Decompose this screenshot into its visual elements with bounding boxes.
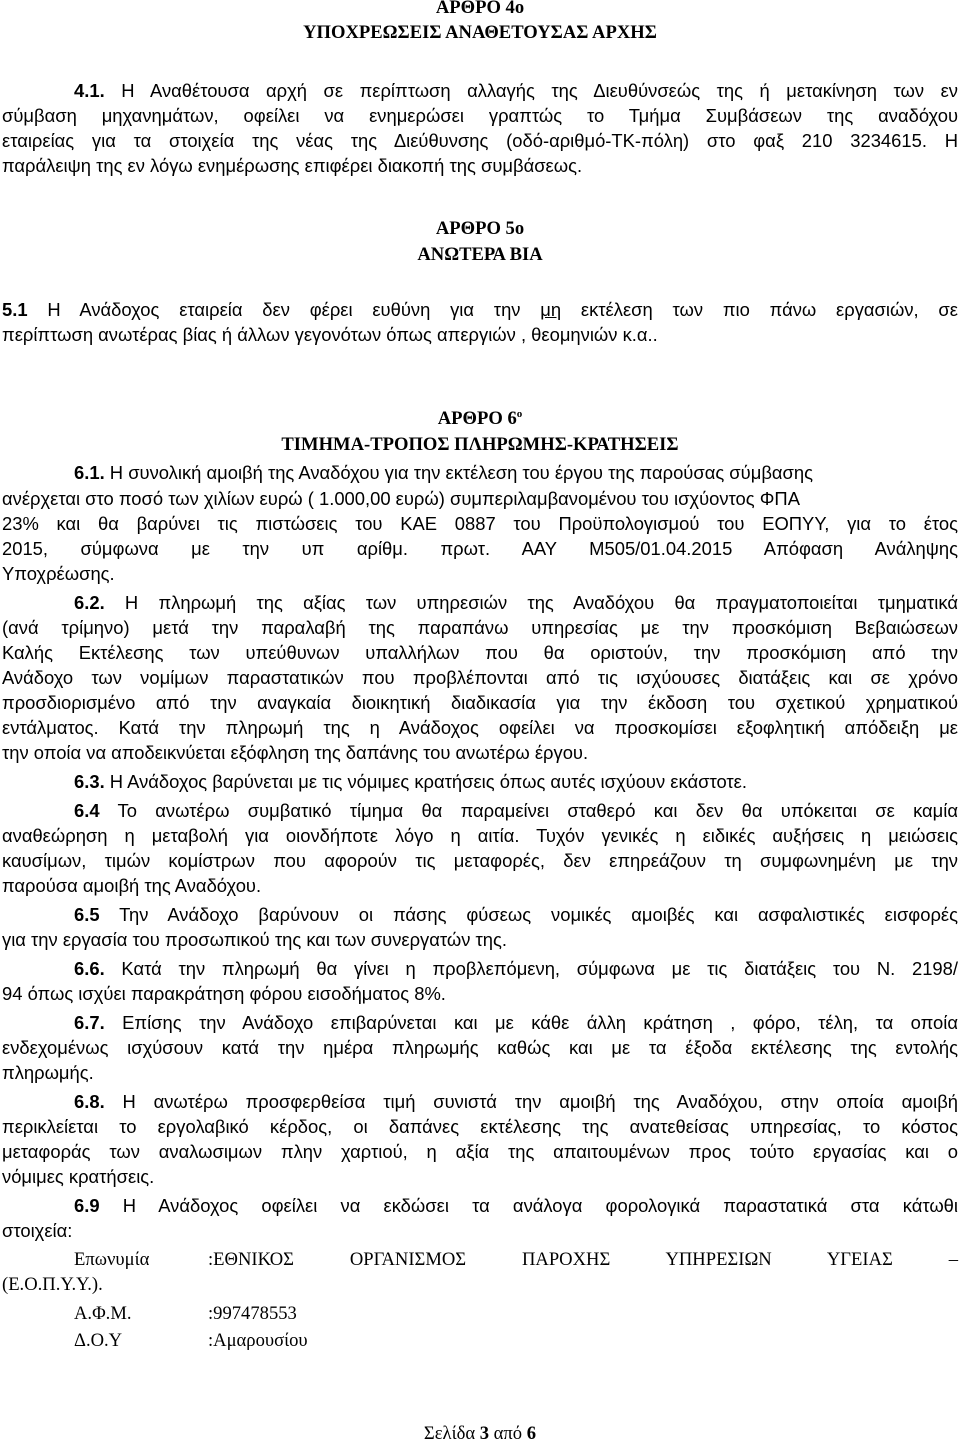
page-footer: Σελίδα 3 από 6	[423, 1423, 537, 1444]
paragraph-6-6-line-1: 6.6. Κατά την πληρωμή θα γίνει η προβλεπόμενη, σύμφωνα με τις διατάξεις του Ν. 2198/	[74, 958, 958, 979]
paragraph-4-1-line-1: 4.1. Η Αναθέτουσα αρχή σε περίπτωση αλλαγής της Διευθύνσεώς της ή μετακίνηση των εν	[74, 80, 958, 101]
article-6-title: ΑΡΘΡΟ $6^o$	[437, 407, 523, 429]
invoice-name-continuation: (Ε.Ο.Π.Υ.Υ.).	[2, 1274, 103, 1295]
clause-number: 6.4	[74, 800, 100, 821]
clause-number: 6.6.	[74, 958, 105, 979]
underlined-word: μη	[540, 299, 562, 320]
paragraph-6-1-line-1: 6.1. Η συνολική αμοιβή της Αναδόχου για την εκτέλεση του έργου της παρούσας σύμβασης	[74, 462, 813, 483]
paragraph-6-8-line-4: νόμιμες κρατήσεις.	[2, 1166, 155, 1187]
paragraph-6-4-line-3: καυσίμων, τιμών κομίστρων που αφορούν τις μεταφορές, δεν επηρεάζουν τη συμφωνημένη με την	[2, 850, 958, 871]
paragraph-6-7-line-1: 6.7. Επίσης την Ανάδοχο επιβαρύνεται και με κάθε άλλη κράτηση , φόρο, τέλη, τα οποία	[74, 1012, 958, 1033]
invoice-name-value: :ΕΘΝΙΚΟΣ ΟΡΓΑΝΙΣΜΟΣ ΠΑΡΟΧΗΣ ΥΠΗΡΕΣΙΩΝ ΥΓΕΙΑΣ –	[208, 1249, 958, 1270]
clause-number: 6.2.	[74, 592, 105, 613]
paragraph-6-6-line-2: 94 όπως ισχύει παρακράτηση φόρου εισοδήματος 8%.	[2, 983, 446, 1004]
article-6-subtitle: ΤΙΜΗΜΑ-ΤΡΟΠΟΣ ΠΛΗΡΩΜΗΣ-ΚΡΑΤΗΣΕΙΣ	[281, 434, 679, 455]
clause-number: 6.1.	[74, 462, 105, 483]
paragraph-6-7-line-3: πληρωμής.	[2, 1062, 94, 1083]
current-page-number: 3	[479, 1423, 490, 1444]
article-5-title: ΑΡΘΡΟ 5ο	[435, 218, 525, 239]
paragraph-6-5-line-2: για την εργασία του προσωπικού της και των συνεργατών της.	[2, 929, 508, 950]
invoice-doy-row	[74, 1329, 958, 1353]
invoice-name-row	[74, 1248, 958, 1272]
invoice-afm-label: Α.Φ.Μ.	[74, 1303, 132, 1324]
paragraph-6-8-line-1: 6.8. Η ανωτέρω προσφερθείσα τιμή συνιστά την αμοιβή της Αναδόχου, στην οποία αμοιβή	[74, 1091, 958, 1112]
paragraph-6-4-line-4: παρούσα αμοιβή της Αναδόχου.	[2, 875, 262, 896]
total-pages-number: 6	[526, 1423, 537, 1444]
clause-number: 4.1.	[74, 80, 105, 101]
paragraph-6-9-line-2: στοιχεία:	[2, 1220, 73, 1241]
paragraph-6-1-line-2: ανέρχεται στο ποσό των χιλίων ευρώ ( 1.000,00 ευρώ) συμπεριλαμβανομένου του ισχύοντος ΦΠΑ	[2, 488, 800, 509]
paragraph-6-8-line-3: μεταφοράς των αναλωσιμων πλην χαρτιού, η αξία της απαιτουμένων προς τούτο εργασίας και ο	[2, 1141, 958, 1162]
article-5-subtitle: ΑΝΩΤΕΡΑ ΒΙΑ	[417, 244, 543, 265]
paragraph-6-2-line-7: την οποία να αποδεικνύεται εξόφληση της δαπάνης του ανωτέρω έργου.	[2, 742, 589, 763]
clause-number: 6.9	[74, 1195, 100, 1216]
article-4-subtitle: ΥΠΟΧΡΕΩΣΕΙΣ ΑΝΑΘΕΤΟΥΣΑΣ ΑΡΧΗΣ	[303, 22, 657, 43]
article-4-title: ΑΡΘΡΟ 4ο	[435, 0, 525, 18]
paragraph-5-1-line-2: περίπτωση ανωτέρας βίας ή άλλων γεγονότων όπως απεργιών , θεομηνιών κ.α..	[2, 324, 658, 345]
paragraph-6-8-line-2: περικλείεται το εργολαβικό κέρδος, οι δαπάνες εκτέλεσης της ανατεθείσας υπηρεσίας, το κόστος	[2, 1116, 958, 1137]
paragraph-6-2-line-5: προσδιορισμένο από την αναγκαία διοικητική διαδικασία για την έκδοση του σχετικού χρηματικού	[2, 692, 958, 713]
clause-number: 6.5	[74, 904, 100, 925]
paragraph-6-3: 6.3. Η Ανάδοχος βαρύνεται με τις νόμιμες κρατήσεις όπως αυτές ισχύουν εκάστοτε.	[74, 771, 747, 792]
invoice-doy-value: :Αμαρουσίου	[208, 1330, 308, 1351]
paragraph-6-2-line-4: Ανάδοχο των νομίμων παραστατικών που προβλέπονται από τις ισχύουσες διατάξεις και σε χρόνο	[2, 667, 958, 688]
invoice-afm-row	[74, 1302, 958, 1326]
clause-number: 5.1	[2, 299, 28, 320]
paragraph-5-1-line-1: 5.1 Η Ανάδοχος εταιρεία δεν φέρει ευθύνη για την μη εκτέλεση των πιο πάνω εργασιών, σε	[2, 299, 958, 320]
paragraph-6-1-line-3: 23% και θα βαρύνει τις πιστώσεις του ΚΑΕ 0887 του Προϋπολογισμού του ΕΟΠΥΥ, για το έτος	[2, 513, 958, 534]
invoice-doy-label: Δ.Ο.Υ	[74, 1330, 123, 1351]
paragraph-6-4-line-1: 6.4 Το ανωτέρω συμβατικό τίμημα θα παραμείνει σταθερό και δεν θα υπόκειται σε καμία	[74, 800, 958, 821]
paragraph-6-7-line-2: ενδεχομένως ισχύσουν κατά την ημέρα πληρωμής καθώς και με τα έξοδα εκτέλεσης της εντολής	[2, 1037, 958, 1058]
paragraph-6-1-line-4: 2015, σύμφωνα με την υπ αρίθμ. πρωτ. ΑΑΥ Μ505/01.04.2015 Απόφαση Ανάληψης	[2, 538, 958, 559]
paragraph-6-2-line-2: (ανά τρίμηνο) μετά την παραλαβή της παραπάνω υπηρεσίας με την προσκόμιση Βεβαιώσεων	[2, 617, 958, 638]
paragraph-6-2-line-1: 6.2. Η πληρωμή της αξίας των υπηρεσιών της Αναδόχου θα πραγματοποιείται τμηματικά	[74, 592, 958, 613]
paragraph-6-1-line-5: Υποχρέωσης.	[2, 563, 115, 584]
paragraph-4-1-line-2: σύμβαση μηχανημάτων, οφείλει να ενημερώσει γραπτώς το Τμήμα Συμβάσεων της αναδόχου	[2, 105, 958, 126]
paragraph-6-4-line-2: αναθεώρηση η μεταβολή για οιονδήποτε λόγο η αιτία. Τυχόν γενικές η ειδικές αυξήσεις η μειώσεις	[2, 825, 958, 846]
clause-number: 6.8.	[74, 1091, 105, 1112]
clause-number: 6.3.	[74, 771, 105, 792]
paragraph-4-1-line-3: εταιρείας για τα στοιχεία της νέας της Διεύθυνσης (οδό-αριθμό-ΤΚ-πόλη) στο φαξ 210 3234615. Η	[2, 130, 958, 151]
invoice-afm-value: :997478553	[208, 1303, 297, 1324]
paragraph-4-1-line-4: παράλειψη της εν λόγω ενημέρωσης επιφέρει διακοπή της συμβάσεως.	[2, 155, 583, 176]
paragraph-6-2-line-3: Καλής Εκτέλεσης των υπεύθυνων υπαλλήλων που θα οριστούν, την προσκόμιση από την	[2, 642, 958, 663]
clause-number: 6.7.	[74, 1012, 105, 1033]
paragraph-6-9-line-1: 6.9 Η Ανάδοχος οφείλει να εκδώσει τα ανάλογα φορολογικά παραστατικά στα κάτωθι	[74, 1195, 958, 1216]
paragraph-6-5-line-1: 6.5 Την Ανάδοχο βαρύνουν οι πάσης φύσεως νομικές αμοιβές και ασφαλιστικές εισφορές	[74, 904, 958, 925]
invoice-name-label: Επωνυμία	[74, 1249, 150, 1270]
paragraph-6-2-line-6: εντάλματος. Κατά την πληρωμή της η Ανάδοχος οφείλει να προσκομίσει εξοφλητική απόδειξη με	[2, 717, 958, 738]
